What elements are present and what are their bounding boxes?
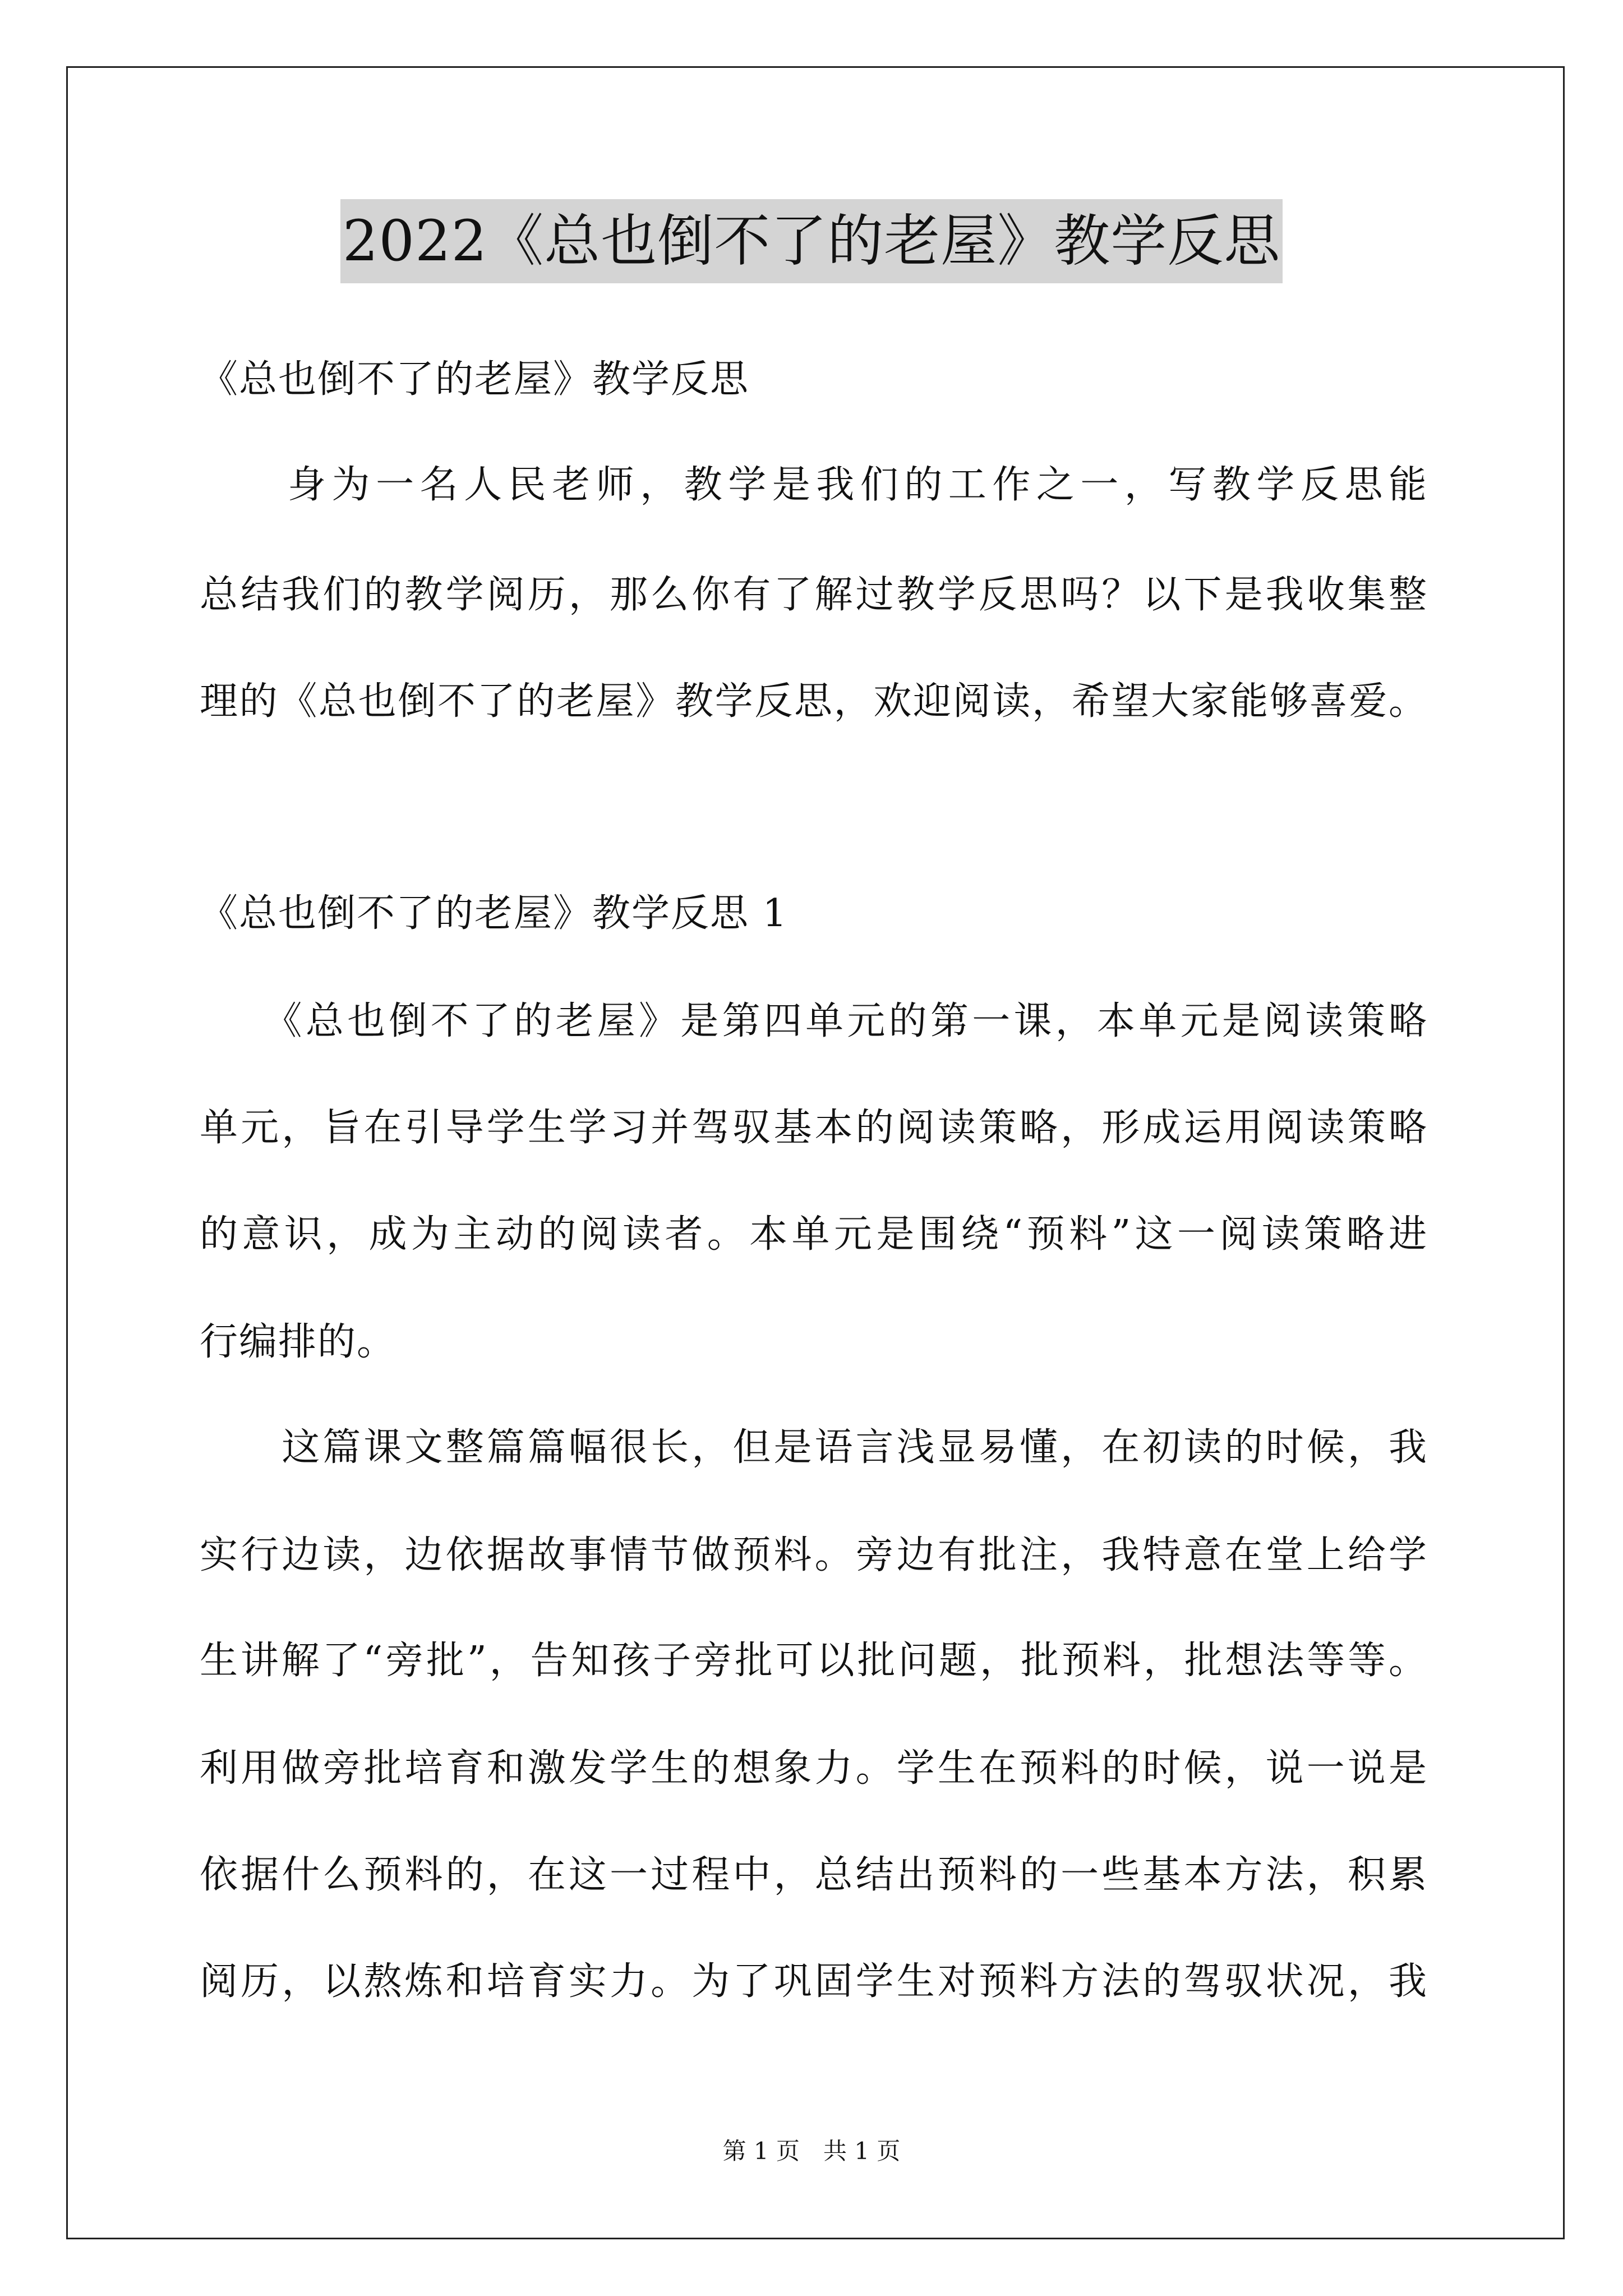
paragraph-line: 的意识，成为主动的阅读者。本单元是围绕“预料”这一阅读策略进 bbox=[200, 1212, 1428, 1257]
paragraph-line: 实行边读，边依据故事情节做预料。旁边有批注，我特意在堂上给学 bbox=[200, 1533, 1428, 1577]
section-heading: 《总也倒不了的老屋》教学反思 1 bbox=[200, 891, 788, 936]
page-number: 第 1 页 共 1 页 bbox=[722, 2137, 901, 2165]
title-container bbox=[0, 199, 1623, 283]
paragraph-line: 《总也倒不了的老屋》是第四单元的第一课，本单元是阅读策略 bbox=[200, 999, 1428, 1043]
intro-line: 理的《总也倒不了的老屋》教学反思，欢迎阅读，希望大家能够喜爱。 bbox=[200, 679, 1428, 724]
paragraph-line: 这篇课文整篇篇幅很长，但是语言浅显易懂，在初读的时候，我 bbox=[200, 1425, 1428, 1470]
paragraph-line: 单元，旨在引导学生学习并驾驭基本的阅读策略，形成运用阅读策略 bbox=[200, 1106, 1428, 1150]
document-title: 2022《总也倒不了的老屋》教学反思 bbox=[340, 199, 1283, 283]
paragraph-line: 生讲解了“旁批”，告知孩子旁批可以批问题，批预料，批想法等等。 bbox=[200, 1639, 1428, 1683]
paragraph-line: 阅历，以熬炼和培育实力。为了巩固学生对预料方法的驾驭状况，我 bbox=[200, 1959, 1428, 2004]
paragraph-line: 利用做旁批培育和激发学生的想象力。学生在预料的时候，说一说是 bbox=[200, 1746, 1428, 1791]
document-subtitle: 《总也倒不了的老屋》教学反思 bbox=[200, 357, 750, 402]
intro-line: 身为一名人民老师，教学是我们的工作之一，写教学反思能 bbox=[200, 463, 1428, 507]
intro-line: 总结我们的教学阅历，那么你有了解过教学反思吗？以下是我收集整 bbox=[200, 573, 1428, 617]
paragraph-line: 依据什么预料的，在这一过程中，总结出预料的一些基本方法，积累 bbox=[200, 1853, 1428, 1897]
paragraph-line: 行编排的。 bbox=[200, 1320, 396, 1364]
